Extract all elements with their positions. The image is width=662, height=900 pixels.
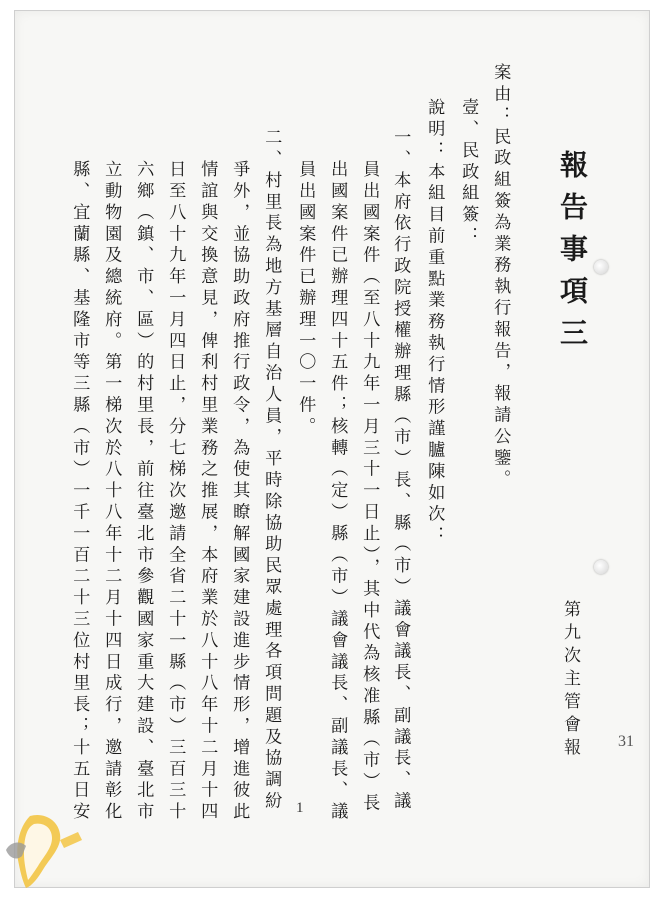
- item1-line: 出國案件已辦理四十五件；核轉（定）縣（市）議會議長、副議長、議: [327, 160, 348, 824]
- case-reason-line: 案由：民政組簽為業務執行報告，報請公鑒。: [490, 63, 511, 491]
- item1-line: 員出國案件已辦理一〇一件。: [295, 160, 316, 439]
- explanation-line: 說明：本組目前重點業務執行情形謹臚陳如次：: [424, 98, 445, 548]
- taiwan-map-logo-icon: [0, 810, 96, 890]
- item2-line: 日至八十九年一月四日止，分七梯次邀請全省二十一縣（市）三百三十: [165, 160, 186, 824]
- page-number-bottom: 1: [296, 800, 304, 816]
- item2-line: 二、村里長為地方基層自治人員，平時除協助民眾處理各項問題及協調紛: [261, 128, 282, 813]
- item2-line: 六鄉（鎮、市、區）的村里長，前往臺北市參觀國家重大建設、臺北市: [133, 160, 154, 824]
- item2-line: 縣、宜蘭縣、基隆市等三縣（市）一千一百二十三位村里長；十五日安: [69, 160, 90, 824]
- item1-line: 員出國案件（至八十九年一月三十一日止），其中代為核准縣（市）長: [359, 160, 380, 815]
- page-number-right: 31: [618, 733, 634, 750]
- meeting-label: 第九次主管會報: [560, 600, 580, 761]
- item2-line: 爭外，並協助政府推行政令，為使其瞭解國家建設進步情形，增進彼此: [229, 160, 250, 824]
- page-title: 報告事項三: [556, 150, 589, 360]
- item1-line: 一、本府依行政院授權辦理縣（市）長、縣（市）議會議長、副議長、議: [390, 128, 411, 813]
- section-heading: 壹、民政組簽：: [458, 98, 479, 248]
- item2-line: 情誼與交換意見，俾利村里業務之推展，本府業於八十八年十二月十四: [197, 160, 218, 824]
- punch-hole-icon: [594, 260, 608, 274]
- item2-line: 立動物園及總統府。第一梯次於八十八年十二月十四日成行，邀請彰化: [101, 160, 122, 824]
- punch-hole-icon: [594, 560, 608, 574]
